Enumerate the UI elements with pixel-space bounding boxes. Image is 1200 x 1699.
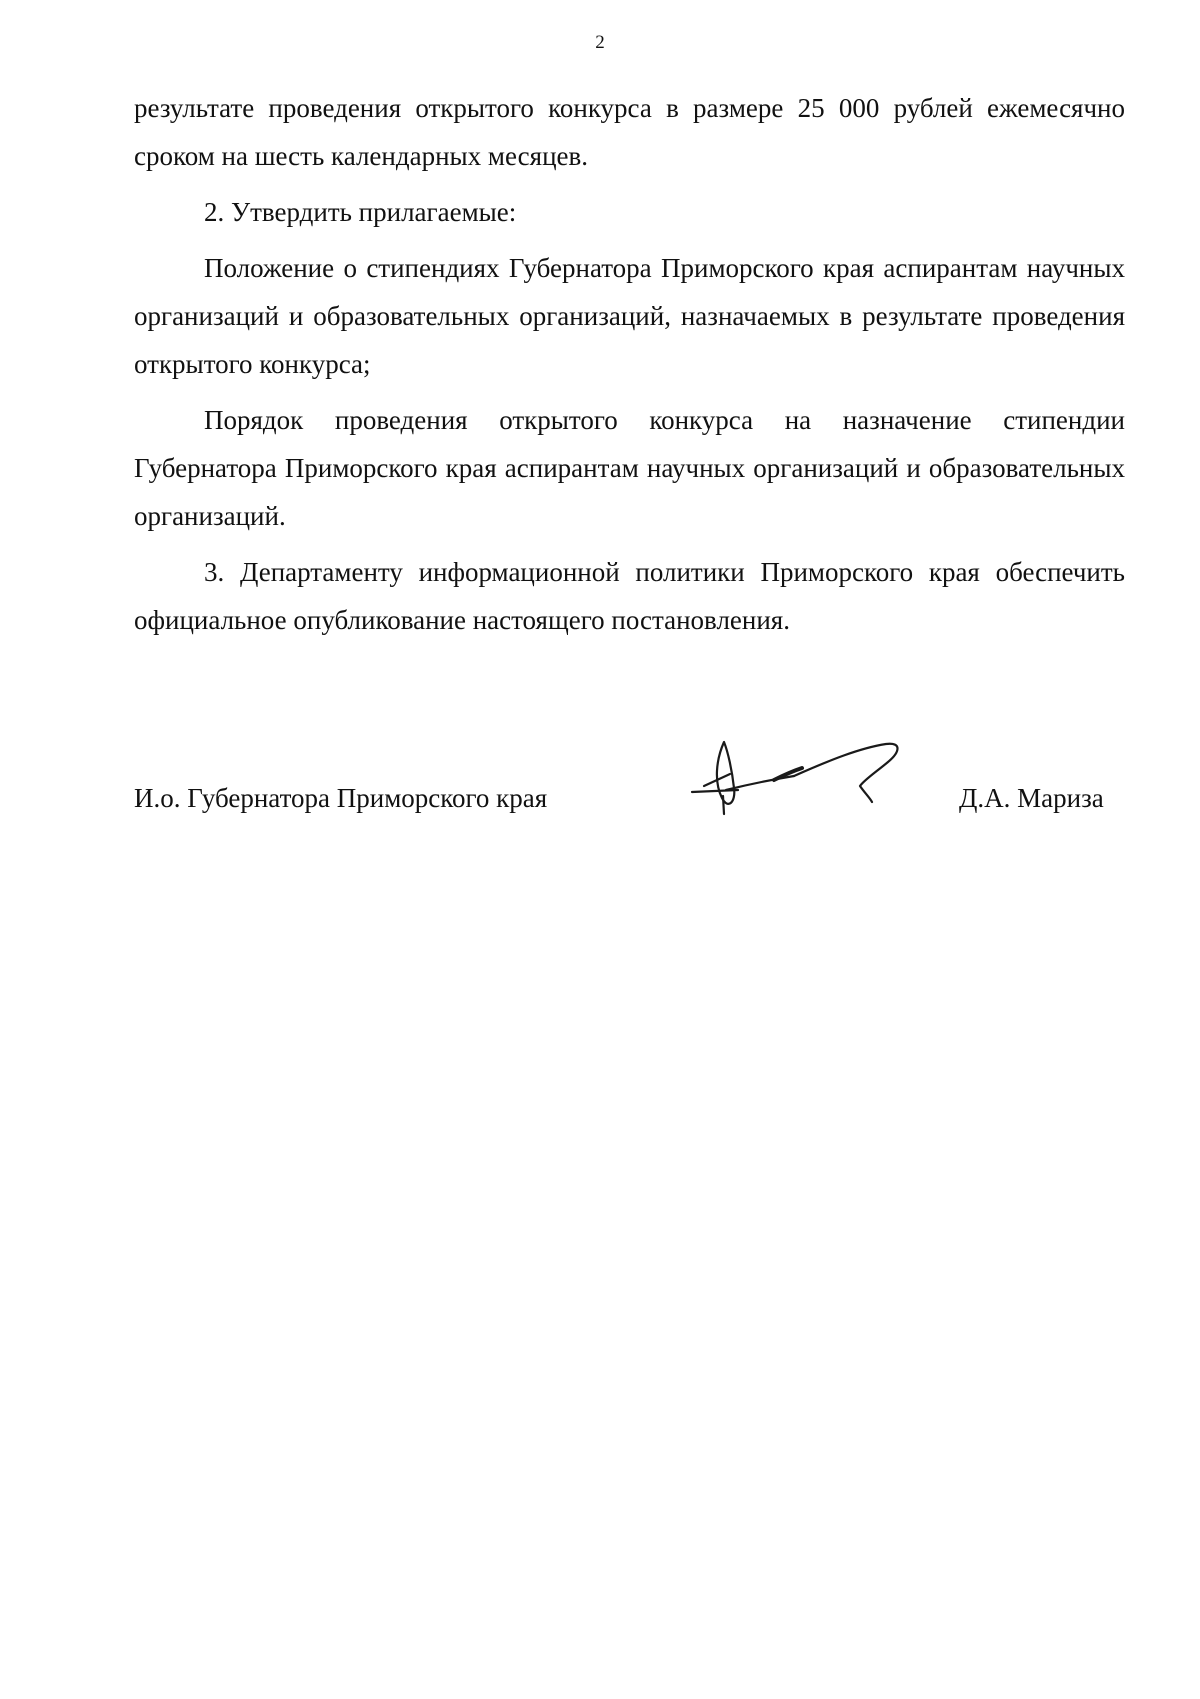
signature-block xyxy=(134,774,1125,822)
paragraph-item-3: 3. Департаменту информационной политики Приморского края обеспечить официальное опубликование настоящего постановления. xyxy=(134,557,1125,635)
paragraph-item-2: 2. Утвердить прилагаемые: xyxy=(204,197,517,227)
page-number: 2 xyxy=(595,32,605,53)
signer-name: Д.А. Мариза xyxy=(959,783,1104,813)
document-body xyxy=(134,84,1125,652)
signer-title: И.о. Губернатора Приморского края xyxy=(134,783,548,813)
paragraph-continuation: результате проведения открытого конкурса в размере 25 000 рублей ежемесячно сроком на шесть календарных месяцев. xyxy=(134,93,1125,171)
handwritten-signature xyxy=(690,730,930,840)
paragraph-regulation: Положение о стипендиях Губернатора Приморского края аспирантам научных организаций и образовательных организаций, назначаемых в результате проведения открытого конкурса; xyxy=(134,253,1125,379)
paragraph-procedure: Порядок проведения открытого конкурса на назначение стипендии Губернатора Приморского края аспирантам научных организаций и образовательных организаций. xyxy=(134,405,1125,531)
